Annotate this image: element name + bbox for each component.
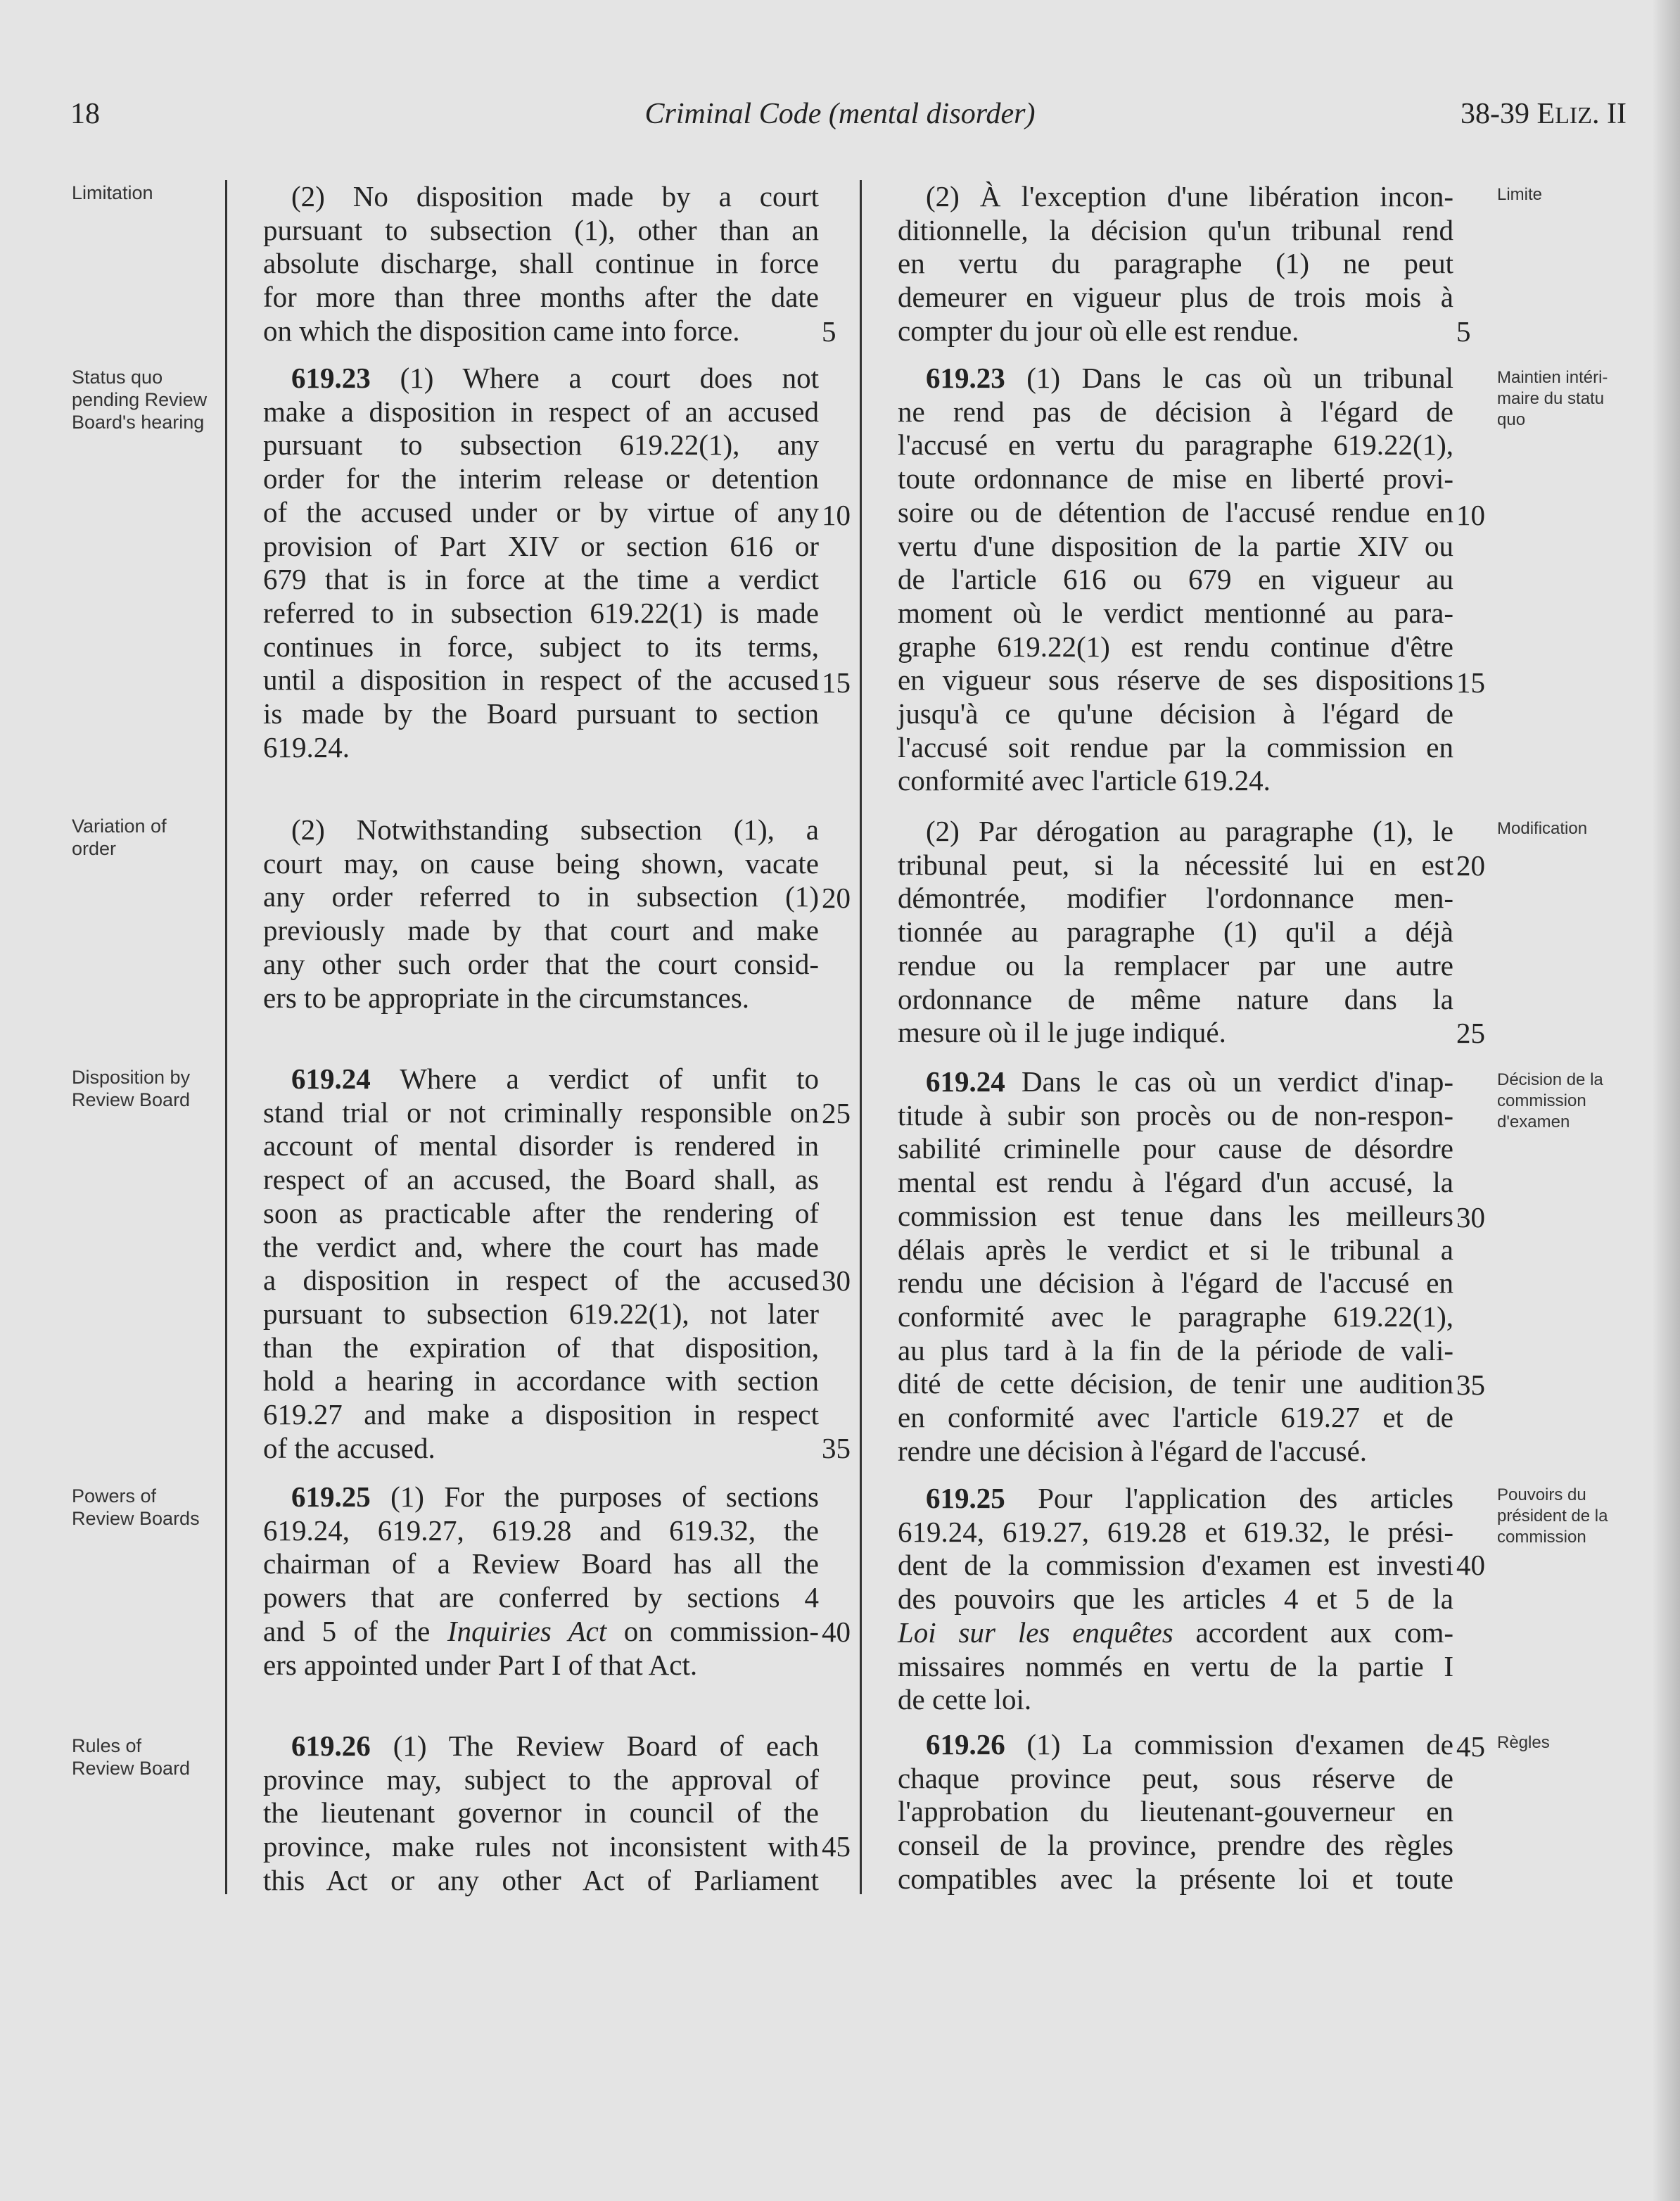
margin-note-limitation: Limitation [72,182,153,203]
line-number: 30 [822,1264,851,1297]
margin-note-modification: Modification [1497,819,1588,838]
line-number: 15 [822,666,851,699]
line-number: 35 [822,1432,851,1464]
fr-section-619-26: 619.26 (1) La commission d'examen de chaque province peut, sous réserve de l'approbation du lieutenant-gouverneur en conseil de la province, prendre des règles compatibles avec la présente loi et toute [898,1728,1453,1895]
line-number: 25 [822,1097,851,1129]
line-number: 40 [822,1616,851,1648]
margin-note-variation: Variation of order [72,816,167,859]
section-number: 619.24 [926,1065,1005,1098]
margin-note-disposition: Disposition by Review Board [72,1067,191,1110]
section-number: 619.25 [291,1480,371,1513]
section-number: 619.23 [926,362,1005,394]
line-number: 15 [1456,666,1485,699]
en-section-619-23: 619.23 (1) Where a court does not make a disposition in respect of an accused pursuant to subsection 619.22(1), any order for the interim release or detention of the accused under or by virtue of any provision of Part XIV or section 616 or 679 that is in force at the time a verdict referred to in subsection 619.22(1) is made continues in force, subject to its terms, until a disposition in respect of the accused is made by the Board pursuant to section 619.24. [263,362,819,763]
act-title-italic: Inquiries Act [447,1614,607,1647]
fr-section-619-24: 619.24 Dans le cas où un verdict d'inap- titude à subir son procès ou de non-respon- sabilité criminelle pour cause de désordre mental est rendu à l'égard d'un accusé, la commission est tenue dans les meilleurs délais après le verdict et si le tribunal a rendu une décision à l'égard de l'accusé en conformité avec le paragraphe 619.22(1), au plus tard à la fin de la période de vali- dité de cette décision, de tenir une audition en conformité avec l'article 619.27 et de rendre une décision à l'égard de l'accusé. [898,1065,1453,1467]
line-number: 10 [822,499,851,531]
fr-section-619-25: 619.25 Pour l'application des articles 619.24, 619.27, 619.28 et 619.32, le prési- dent de la commission d'examen est investi des pouvoirs que les articles 4 et 5 de la Loi sur les enquêtes accordent aux com- missaires nommés en vertu de la partie I de cette loi. [898,1482,1453,1716]
margin-note-limite: Limite [1497,185,1543,204]
margin-note-rules: Rules of Review Board [72,1735,191,1779]
margin-note-status-quo: Status quo pending Review Board's hearing [72,367,208,433]
section-number: 619.26 [291,1730,371,1762]
line-number: 35 [1456,1369,1485,1401]
en-section-619-24: 619.24 Where a verdict of unfit to stand trial or not criminally responsible on account of mental disorder is rendered in respect of an accused, the Board shall, as soon as practicable after the rendering of the verdict and, where the court has made a disposition in respect of the accused pursuant to subsection 619.22(1), not later than the expiration of that disposition, hold a hearing in accordance with section 619.27 and make a disposition in respect of the accused. [263,1063,819,1464]
line-number: 45 [1456,1730,1485,1763]
line-number: 20 [1456,849,1485,882]
fr-paragraph-619-22-2: (2) À l'exception d'une libération incon- ditionnelle, la décision qu'un tribunal rend en vertu du paragraphe (1) ne peut demeurer en vigueur plus de trois mois à compter du jour où elle est rendue. [898,180,1453,347]
section-number: 619.24 [291,1063,371,1095]
margin-note-regles: Règles [1497,1733,1550,1752]
fr-section-619-23-2: (2) Par dérogation au paragraphe (1), le tribunal peut, si la nécessité lui en est démontrée, modifier l'ordonnance men- tionnée au paragraphe (1) qu'il a déjà rendue ou la remplacer par une autre ordonnance de même nature dans la mesure où il le juge indiqué. [898,815,1453,1049]
margin-note-powers: Powers of Review Boards [72,1485,200,1529]
running-title: Criminal Code (mental disorder) [644,98,1036,130]
section-number: 619.26 [926,1728,1005,1761]
en-paragraph-619-22-2: (2) No disposition made by a court pursuant to subsection (1), other than an absolute discharge, shall continue in force for more than three months after the date on which the disposition came into force. [263,180,819,347]
margin-note-decision: Décision de la commission d'examen [1497,1070,1603,1131]
margin-note-pouvoirs: Pouvoirs du président de la commission [1497,1485,1608,1547]
line-number: 45 [822,1830,851,1863]
en-section-619-26: 619.26 (1) The Review Board of each province may, subject to the approval of the lieutenant governor in council of the province, make rules not inconsistent with this Act or any other Act of Parliament [263,1730,819,1896]
en-section-619-25: 619.25 (1) For the purposes of sections 619.24, 619.27, 619.28 and 619.32, the chairman of a Review Board has all the powers that are conferred by sections 4 and 5 of the Inquiries Act on commission- ers appointed under Part I of that Act. [263,1480,819,1681]
line-number: 5 [822,315,836,348]
section-number: 619.23 [291,362,371,394]
line-number: 40 [1456,1549,1485,1581]
margin-divider [225,180,227,1894]
margin-note-maintien: Maintien intéri- maire du statu quo [1497,368,1608,429]
act-title-italic: Loi sur les enquêtes [898,1616,1173,1649]
fr-section-619-23: 619.23 (1) Dans le cas où un tribunal ne rend pas de décision à l'égard de l'accusé en vertu du paragraphe 619.22(1), toute ordonnance de mise en liberté provi- soire ou de détention de l'accusé rendue en vertu d'une disposition de la partie XIV ou de l'article 616 ou 679 en vigueur au moment où le verdict mentionné au para- graphe 619.22(1) est rendu continue d'être en vigueur sous réserve de ses dispositions jusqu'à ce qu'une décision à l'égard de l'accusé soit rendue par la commission en conformité avec l'article 619.24. [898,362,1453,797]
line-number: 10 [1456,499,1485,531]
page-number: 18 [70,98,100,130]
line-number: 5 [1456,315,1471,348]
line-number: 25 [1456,1017,1485,1049]
volume-label: 38-39 ELIZ. II [1461,98,1627,130]
en-section-619-23-2: (2) Notwithstanding subsection (1), a court may, on cause being shown, vacate any order referred to in subsection (1) previously made by that court and make any other such order that the court consid- ers to be appropriate in the circumstances. [263,813,819,1014]
line-number: 30 [1456,1201,1485,1233]
column-divider [860,180,862,1894]
section-number: 619.25 [926,1482,1005,1514]
line-number: 20 [822,882,851,914]
